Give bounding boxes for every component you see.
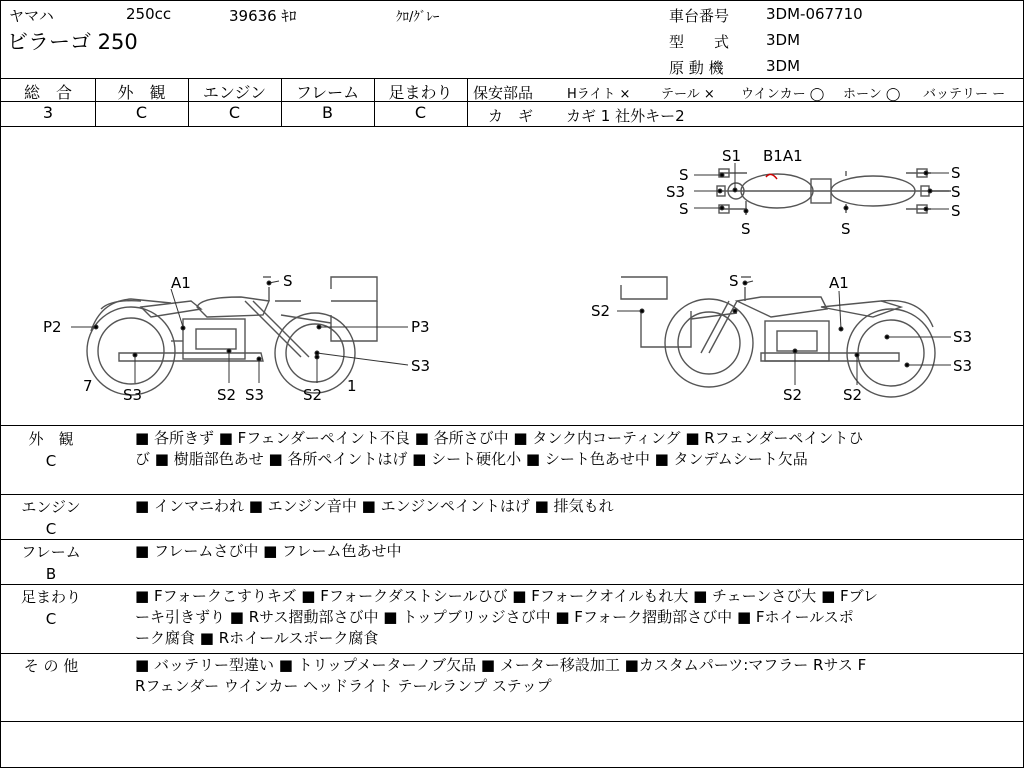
- engine-model-label: 原 動 機: [669, 59, 724, 77]
- divider: [1, 721, 1023, 722]
- divider: [467, 78, 468, 126]
- engine-model-value: 3DM: [766, 57, 801, 75]
- frame-notes-label: [1, 541, 101, 585]
- frame-no: 3DM-067710: [766, 5, 863, 23]
- suspension-notes: [135, 586, 1007, 649]
- exterior-label: 外 観: [117, 83, 166, 102]
- headlight-status: Hライト ×: [567, 87, 631, 102]
- type-label: 型 式: [669, 33, 730, 51]
- engine-grade: C: [228, 103, 241, 122]
- notes-label-text: 足まわり: [20, 588, 81, 606]
- diagram-label: P3: [411, 318, 430, 336]
- diagram-label: S2: [843, 386, 863, 404]
- exterior-notes: [135, 428, 1007, 470]
- divider: [1, 539, 1023, 540]
- notes-label-text: フレーム: [21, 543, 81, 561]
- winker-status: ウインカー ◯: [741, 87, 825, 102]
- other-notes-label: [1, 655, 101, 677]
- diagram-label: 1: [347, 377, 357, 395]
- diagram-label: S3: [123, 386, 143, 404]
- left-side-motorcycle: [87, 277, 377, 395]
- engine-notes-label: [1, 496, 101, 540]
- notes-grade: C: [45, 452, 57, 470]
- diagram-label: S3: [953, 357, 973, 375]
- frame-no-label: 車台番号: [669, 7, 730, 25]
- diagram-labels: [43, 147, 972, 404]
- maker: ヤマハ: [9, 7, 54, 25]
- notes-line: Rフェンダー ウインカー ヘッドライト テールランプ ステップ: [135, 677, 552, 695]
- notes-grade: B: [45, 565, 57, 583]
- diagram-label: S: [741, 220, 751, 238]
- diagram-label: S: [951, 202, 961, 220]
- frame-notes: [135, 541, 1007, 562]
- divider: [1, 425, 1023, 426]
- frame-label: フレーム: [295, 83, 360, 102]
- notes-line: ■ インマニわれ ■ エンジン音中 ■ エンジンペイントはげ ■ 排気もれ: [135, 497, 614, 515]
- displacement: 250cc: [126, 5, 172, 23]
- safety-label: 保安部品: [473, 84, 534, 102]
- diagram-label: B1A1: [763, 147, 803, 165]
- notes-line: ーク腐食 ■ Rホイールスポーク腐食: [135, 629, 379, 647]
- diagram-label: A1: [829, 274, 849, 292]
- key-label: カ ギ: [488, 107, 534, 125]
- divider: [1, 653, 1023, 654]
- damage-diagram: [1, 127, 1023, 425]
- damage-markers: [71, 163, 951, 385]
- diagram-label: P2: [43, 318, 62, 336]
- divider: [1, 494, 1023, 495]
- diagram-label: S: [729, 272, 739, 290]
- notes-line: ■ フレームさび中 ■ フレーム色あせ中: [135, 542, 402, 560]
- divider: [1, 584, 1023, 585]
- horn-status: ホーン ◯: [843, 87, 901, 102]
- notes-line: ーキ引きずり ■ Rサス摺動部さび中 ■ トップブリッジさび中 ■ Fフォーク摺動部さび中 ■ Fホイールスポ: [135, 608, 854, 626]
- diagram-label: S: [951, 164, 961, 182]
- diagram-label: S2: [591, 302, 611, 320]
- battery-status: バッテリー ー: [923, 87, 1006, 102]
- notes-grade: C: [45, 520, 57, 538]
- diagram-label: A1: [171, 274, 191, 292]
- diagram-label: 7: [83, 377, 93, 395]
- diagram-label: S2: [217, 386, 237, 404]
- diagram-label: S: [841, 220, 851, 238]
- notes-line: ■ 各所きず ■ Fフェンダーペイント不良 ■ 各所さび中 ■ タンク内コーティング ■ Rフェンダーペイントひ: [135, 429, 864, 447]
- divider: [1, 78, 1023, 79]
- overall-grade: 3: [42, 103, 54, 122]
- notes-label-text: エンジン: [21, 498, 81, 516]
- notes-label-text: 外 観: [28, 430, 74, 448]
- engine-notes: [135, 496, 1007, 517]
- diagram-label: S2: [783, 386, 803, 404]
- diagram-label: S2: [303, 386, 323, 404]
- mileage: 39636 ｷﾛ: [229, 7, 297, 25]
- diagram-label: S: [679, 200, 689, 218]
- notes-line: ■ Fフォークこすりキズ ■ Fフォークダストシールひび ■ Fフォークオイルもれ大 ■ チェーンさび大 ■ Fブレ: [135, 587, 879, 605]
- type-value: 3DM: [766, 31, 801, 49]
- notes-line: び ■ 樹脂部色あせ ■ 各所ペイントはげ ■ シート硬化小 ■ シート色あせ中 ■ タンデムシート欠品: [135, 450, 808, 468]
- diagram-label: S3: [953, 328, 973, 346]
- engine-label: エンジン: [202, 83, 267, 102]
- notes-line: ■ バッテリー型違い ■ トリップメーターノブ欠品 ■ メーター移設加工 ■カスタムパーツ:マフラー Rサス F: [135, 656, 867, 674]
- diagram-label: S1: [722, 147, 742, 165]
- color: ｸﾛ/ｸﾞﾚｰ: [396, 10, 440, 25]
- diagram-label: S3: [411, 357, 431, 375]
- key-value: カギ 1 社外キー2: [566, 107, 685, 125]
- suspension-label: 足まわり: [388, 83, 453, 102]
- suspension-grade: C: [414, 103, 427, 122]
- suspension-notes-label: [1, 586, 101, 630]
- exterior-notes-label: [1, 428, 101, 472]
- overall-label: 総 合: [23, 83, 72, 102]
- exterior-grade: C: [135, 103, 148, 122]
- notes-grade: C: [45, 610, 57, 628]
- notes-label-text: そ の 他: [23, 657, 79, 675]
- diagram-label: S: [283, 272, 293, 290]
- top-view-motorcycle: [717, 169, 951, 215]
- other-notes: [135, 655, 1007, 697]
- diagram-label: S: [951, 183, 961, 201]
- diagram-label: S3: [666, 183, 686, 201]
- taillight-status: テール ×: [661, 87, 715, 102]
- frame-grade: B: [322, 103, 333, 122]
- diagram-label: S3: [245, 386, 265, 404]
- diagram-label: S: [679, 166, 689, 184]
- model-name: ビラーゴ 250: [7, 30, 138, 54]
